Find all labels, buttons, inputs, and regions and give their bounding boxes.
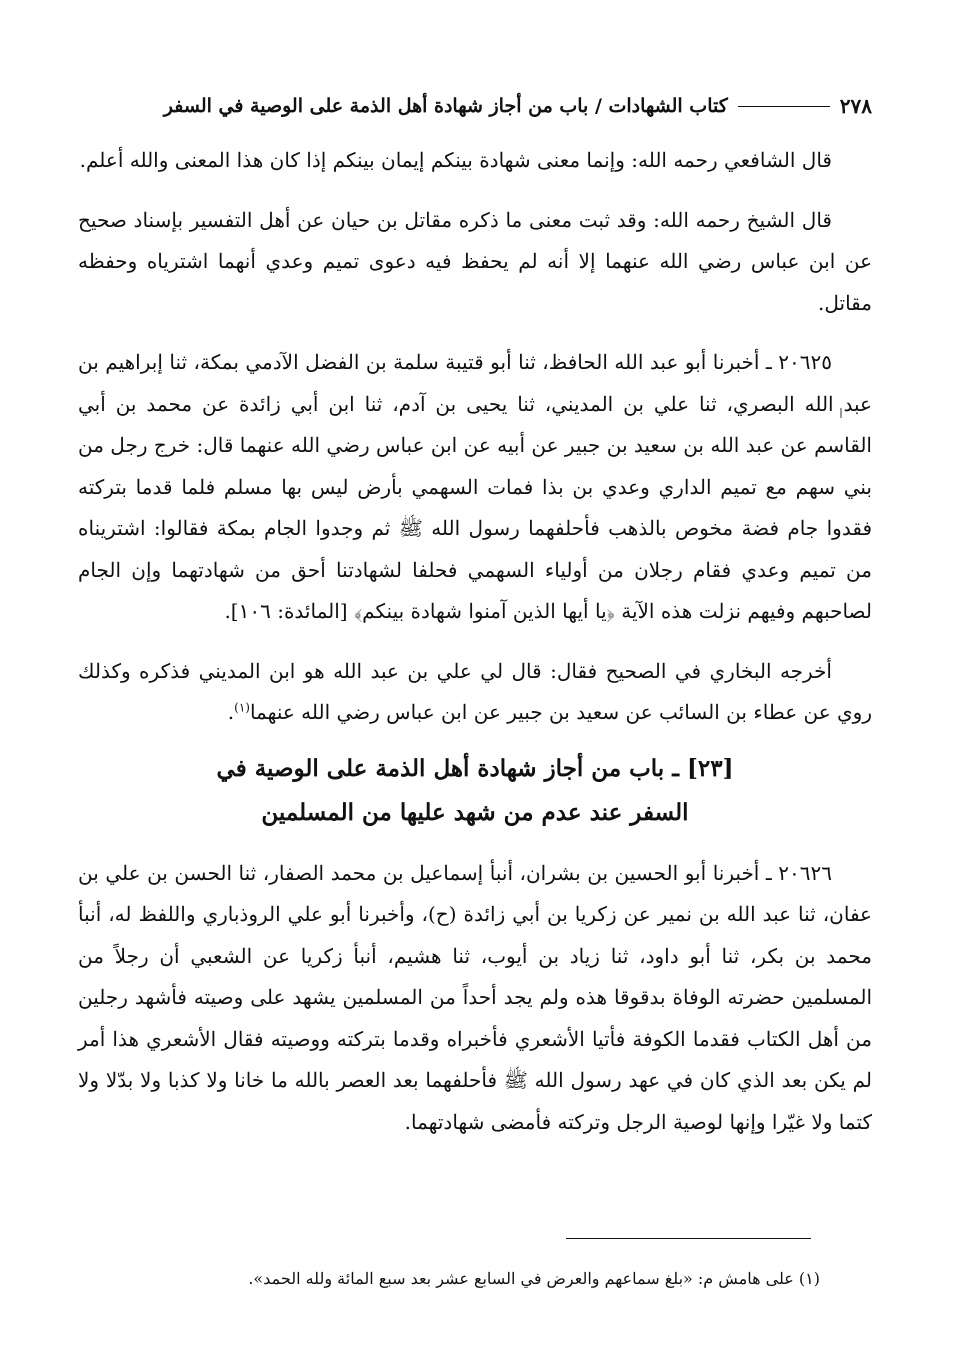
chapter-heading-line2: السفر عند عدم من شهد عليها من المسلمين	[261, 798, 689, 826]
main-text	[78, 140, 872, 1161]
footnote: (١) على هامش م: «بلغ سماعهم والعرض في السابع عشر بعد سبع المائة ولله الحمد».	[248, 1269, 820, 1288]
paragraph-shaykh: قال الشيخ رحمه الله: وقد ثبت معنى ما ذكره مقاتل بن حيان عن أهل التفسير بإسناد صحيح عن ابن عباس رضي الله عنهما إلا أنه لم يحفظ فيه دعوى تميم وعدي أنهما اشترياه وحفظه مقاتل.	[78, 207, 872, 315]
footnote-ref: (١)	[234, 700, 250, 715]
paragraph-hadith-20626: ٢٠٦٢٦ ـ أخبرنا أبو الحسين بن بشران، أنبأ إسماعيل بن محمد الصفار، ثنا الحسن بن علي بن عفان، ثنا عبد الله بن نمير عن زكريا بن أبي زائدة (ح)، وأخبرنا أبو علي الروذباري واللفظ له، أنبأ محمد بن بكر، ثنا أبو داود، ثنا زياد بن أيوب، ثنا هشيم، أنبأ زكريا عن الشعبي أن رجلاً من المسلمين حضرته الوفاة بدقوقا هذه ولم يجد أحداً من المسلمين يشهد على وصيته فأشهد رجلين من أهل الكتاب فقدما الكوفة فأتيا الأشعري فأخبراه وقدما بتركته ووصيته فقال الأشعري هذا أمر لم يكن بعد الذي كان في عهد رسول الله ﷺ فأحلفهما بعد العصر بالله ما خانا ولا كذبا ولا بدّلا ولا كتما ولا غيّرا وإنها لوصية الرجل وتركته فأمضى شهادتهما.	[78, 860, 872, 1134]
page-number: ٢٧٨	[839, 94, 872, 118]
chapter-heading-line1: [٢٣] ـ باب من أجاز شهادة أهل الذمة على الوصية في	[216, 754, 734, 782]
header-rule	[738, 106, 830, 107]
paragraph-bukhari: أخرجه البخاري في الصحيح فقال: قال لي علي بن عبد الله هو ابن المديني فذكره وكذلك روي عن عطاء بن السائب عن سعيد بن جبير عن ابن عباس رضي الله عنهما$^{(١)}$.	[78, 658, 872, 724]
paragraph-shafii: قال الشافعي رحمه الله: وإنما معنى شهادة بينكم إيمان بينكم إذا كان هذا المعنى والله أعلم.	[79, 148, 832, 172]
running-title: كتاب الشهادات / باب من أجاز شهادة أهل الذمة على الوصية في السفر	[163, 95, 728, 117]
paragraph-bukhari-text: أخرجه البخاري في الصحيح فقال: قال لي علي بن عبد الله هو ابن المديني فذكره وكذلك روي عن عطاء بن السائب عن سعيد بن جبير عن ابن عباس رضي الله عنهما	[78, 658, 872, 724]
footnote-rule	[566, 1238, 811, 1239]
chapter-heading	[78, 747, 872, 835]
page-header	[82, 90, 872, 122]
paragraph-hadith-20625: ٢٠٦٢٥ ـ أخبرنا أبو عبد الله الحافظ، ثنا أبو قتيبة سلمة بن الفضل الآدمي بمكة، ثنا إبراهيم بن عبد الله البصري، ثنا علي بن المديني، ثنا يحيى بن آدم، ثنا ابن أبي زائدة عن محمد بن أبي القاسم عن عبد الله بن سعيد بن جبير عن أبيه عن ابن عباس رضي الله عنهما قال: خرج رجل من بني سهم مع تميم الداري وعدي بن بذا فمات السهمي بأرض ليس بها مسلم فلما قدما بتركته فقدوا جام فضة مخوص بالذهب فأحلفهما رسول الله ﷺ ثم وجدوا الجام بمكة فقالوا: اشتريناه من تميم وعدي فقام رجلان من أولياء السهمي فحلفا لشهادتنا أحق من شهادتهما وإن الجام لصاحبهم وفيهم نزلت هذه الآية ﴿يا أيها الذين آمنوا شهادة بينكم﴾ [المائدة: ١٠٦].	[78, 350, 872, 623]
